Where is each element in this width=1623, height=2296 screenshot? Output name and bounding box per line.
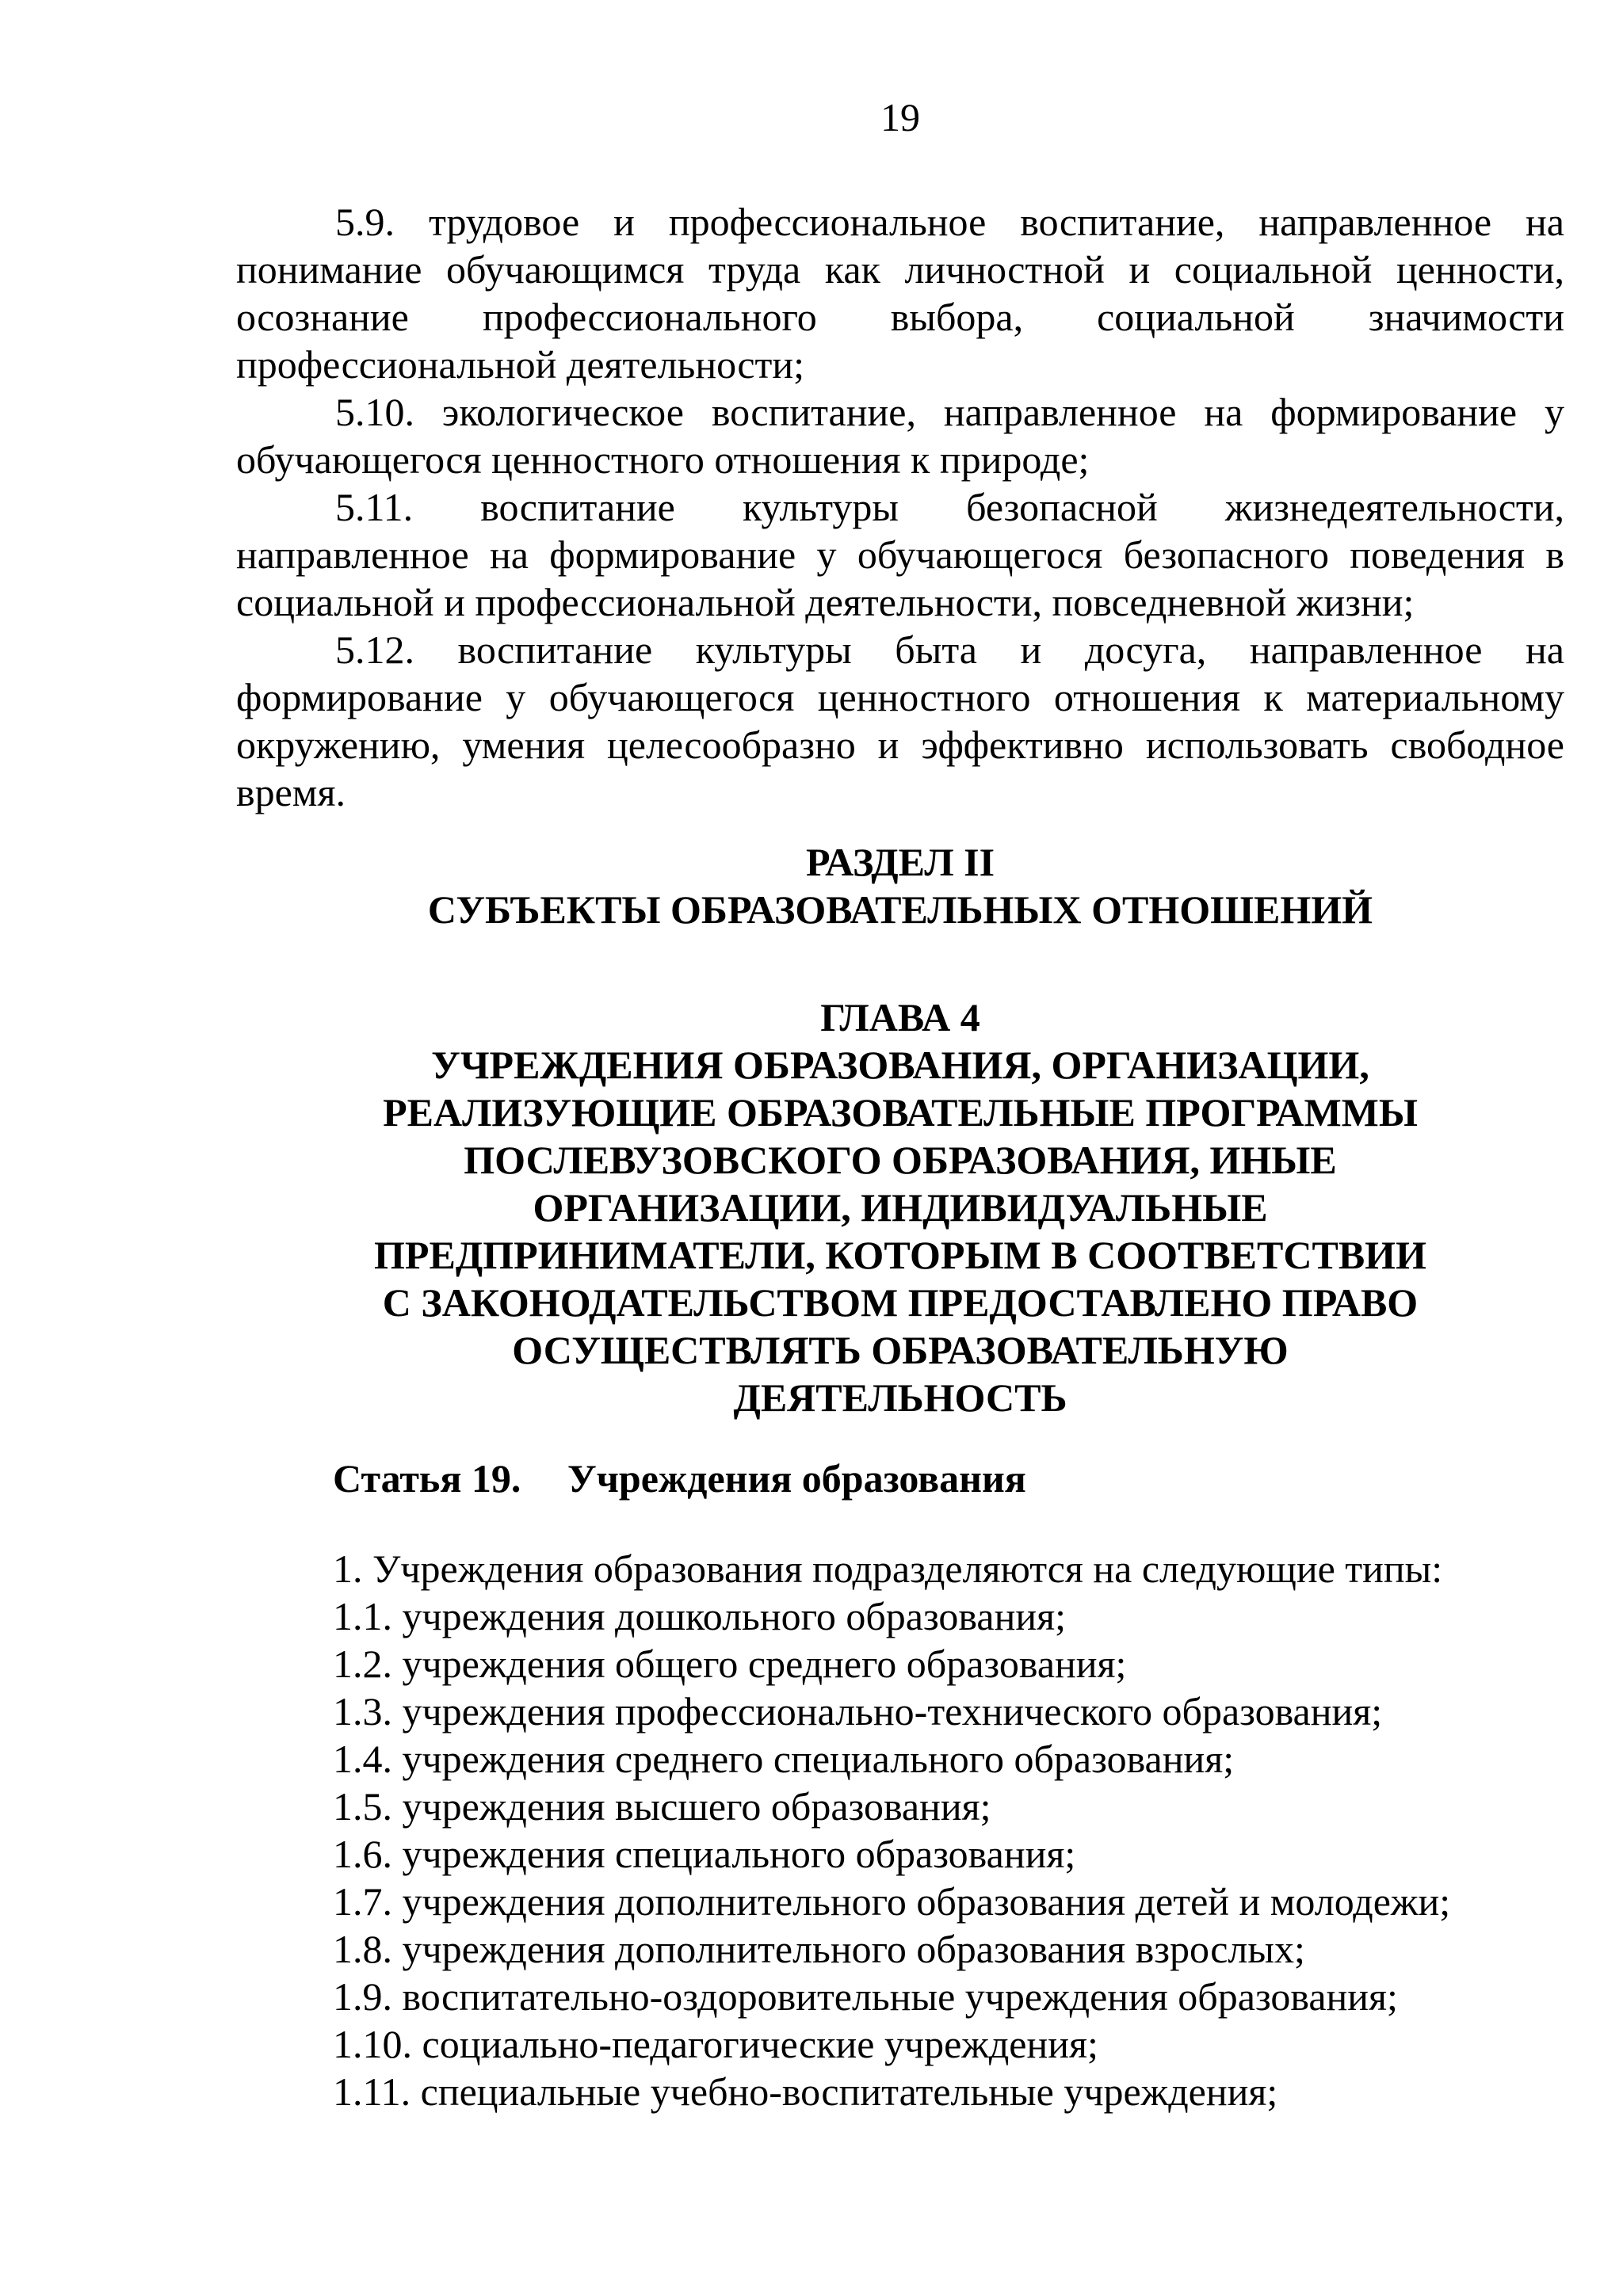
chapter-heading xyxy=(236,994,1564,1421)
page-number: 19 xyxy=(880,95,920,139)
list-item: 1.8. учреждения дополнительного образования взрослых; xyxy=(333,1927,1305,1971)
list-item: 1.7. учреждения дополнительного образования детей и молодежи; xyxy=(333,1879,1451,1924)
section-title: СУБЪЕКТЫ ОБРАЗОВАТЕЛЬНЫХ ОТНОШЕНИЙ xyxy=(427,887,1373,932)
list-item: 1.11. специальные учебно-воспитательные учреждения; xyxy=(333,2069,1278,2114)
list-item: 1.6. учреждения специального образования; xyxy=(333,1832,1076,1876)
paragraph-5-12: 5.12. воспитание культуры быта и досуга, направленное на формирование у обучающегося ценностного отношения к материальному окружению, умения целесообразно и эффективно использовать свободное время. xyxy=(236,627,1564,814)
article-heading xyxy=(333,1455,1026,1502)
paragraph-5-10: 5.10. экологическое воспитание, направленное на формирование у обучающегося ценностного отношения к природе; xyxy=(236,390,1564,482)
list-item: 1.5. учреждения высшего образования; xyxy=(333,1784,991,1829)
article-number: Статья 19. xyxy=(333,1456,521,1501)
chapter-title-line: УЧРЕЖДЕНИЯ ОБРАЗОВАНИЯ, ОРГАНИЗАЦИИ, xyxy=(431,1043,1369,1087)
list-item: 1.3. учреждения профессионально-технического образования; xyxy=(333,1689,1383,1733)
chapter-title-line: ПОСЛЕВУЗОВСКОГО ОБРАЗОВАНИЯ, ИНЫЕ xyxy=(464,1138,1337,1182)
chapter-title-line: С ЗАКОНОДАТЕЛЬСТВОМ ПРЕДОСТАВЛЕНО ПРАВО xyxy=(382,1280,1419,1325)
article-title: Учреждения образования xyxy=(567,1456,1026,1501)
section-label: РАЗДЕЛ II xyxy=(805,840,995,884)
section-heading xyxy=(236,838,1564,933)
list-item: 1. Учреждения образования подразделяются на следующие типы: xyxy=(333,1547,1443,1591)
list-item: 1.9. воспитательно-оздоровительные учреждения образования; xyxy=(333,1974,1398,2019)
chapter-title-line: ДЕЯТЕЛЬНОСТЬ xyxy=(733,1375,1067,1420)
paragraph-5-9: 5.9. трудовое и профессиональное воспитание, направленное на понимание обучающимся труда как личностной и социальной ценности, осознание профессионального выбора, социальной значимости профессиональной деятельности; xyxy=(236,200,1564,387)
chapter-label: ГЛАВА 4 xyxy=(820,995,980,1039)
list-item: 1.1. учреждения дошкольного образования; xyxy=(333,1594,1066,1638)
intro-paragraphs xyxy=(236,198,1564,816)
chapter-title-line: ОРГАНИЗАЦИИ, ИНДИВИДУАЛЬНЫЕ xyxy=(533,1185,1268,1230)
institution-types-list xyxy=(333,1545,1564,2115)
chapter-title-line: ОСУЩЕСТВЛЯТЬ ОБРАЗОВАТЕЛЬНУЮ xyxy=(512,1328,1289,1372)
document-page xyxy=(236,0,1564,2296)
chapter-title-line: ПРЕДПРИНИМАТЕЛИ, КОТОРЫМ В СООТВЕТСТВИИ xyxy=(374,1233,1426,1277)
chapter-title-line: РЕАЛИЗУЮЩИЕ ОБРАЗОВАТЕЛЬНЫЕ ПРОГРАММЫ xyxy=(383,1090,1418,1135)
list-item: 1.10. социально-педагогические учреждения; xyxy=(333,2022,1098,2066)
list-item: 1.2. учреждения общего среднего образования; xyxy=(333,1642,1127,1686)
paragraph-5-11: 5.11. воспитание культуры безопасной жизнедеятельности, направленное на формирование у обучающегося безопасного поведения в социальной и профессиональной деятельности, повседневной жизни; xyxy=(236,485,1564,624)
list-item: 1.4. учреждения среднего специального образования; xyxy=(333,1737,1235,1781)
